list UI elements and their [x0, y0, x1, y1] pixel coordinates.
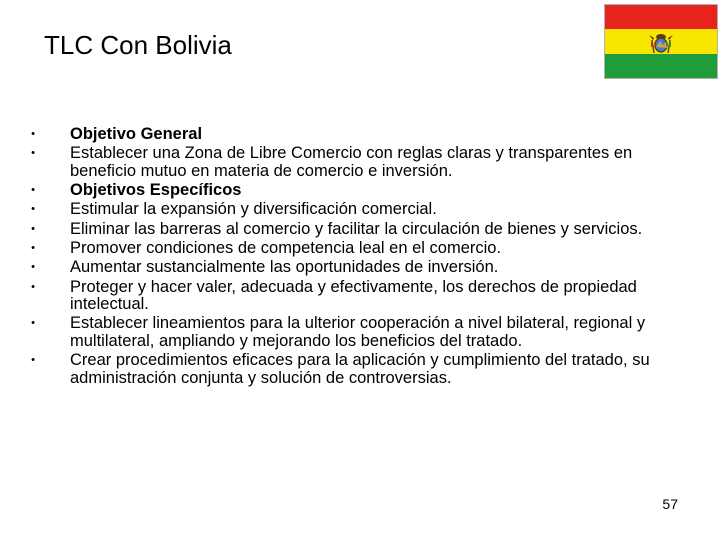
bullet-item: [28, 315, 696, 350]
bullet-dot-icon: •: [31, 261, 35, 274]
bullet-text: Crear procedimientos eficaces para la aplicación y cumplimiento del tratado, su administración conjunta y solución de controversias.: [70, 351, 650, 387]
bullet-item: [28, 259, 696, 277]
bullet-dot-icon: •: [31, 317, 35, 330]
bullet-text: Aumentar sustancialmente las oportunidades de inversión.: [70, 258, 499, 277]
bolivia-flag-icon: [604, 4, 718, 79]
bullet-item: [28, 240, 696, 258]
coat-of-arms-icon: [647, 28, 675, 56]
bullet-dot-icon: •: [31, 128, 35, 140]
flag-stripe-red: [605, 5, 717, 29]
bullet-text: Proteger y hacer valer, adecuada y efectivamente, los derechos de propiedad intelectual.: [70, 277, 637, 314]
page-number: 57: [662, 496, 678, 512]
bullet-item: [28, 145, 696, 180]
bullet-text: Estimular la expansión y diversificación comercial.: [70, 200, 437, 219]
flag-stripe-green: [605, 54, 717, 78]
bullet-dot-icon: •: [31, 203, 35, 216]
bullet-dot-icon: •: [31, 354, 35, 367]
bullet-heading: Objetivos Específicos: [70, 181, 242, 200]
bullet-text: Establecer lineamientos para la ulterior cooperación a nivel bilateral, regional y multilateral, ampliando y mejorando los beneficios del tratado.: [70, 314, 646, 350]
bullet-dot-icon: •: [31, 222, 35, 235]
bullet-dot-icon: •: [31, 280, 35, 293]
bullet-text: Establecer una Zona de Libre Comercio con reglas claras y transparentes en beneficio mutuo en materia de comercio e inversión.: [70, 144, 633, 180]
bullet-dot-icon: •: [31, 241, 35, 254]
bullet-item: [28, 279, 696, 314]
bullet-item: [28, 201, 696, 219]
bullet-text: Eliminar las barreras al comercio y facilitar la circulación de bienes y servicios.: [70, 219, 643, 238]
bullet-text: Promover condiciones de competencia leal en el comercio.: [70, 238, 502, 257]
bullet-heading: Objetivo General: [70, 125, 203, 143]
bullet-dot-icon: •: [31, 147, 35, 160]
bullet-dot-icon: •: [31, 184, 35, 197]
slide-title: TLC Con Bolivia: [44, 30, 232, 60]
bullet-item: [28, 182, 696, 200]
bullet-list: [28, 126, 696, 389]
bullet-item: [28, 126, 696, 144]
bullet-item: [28, 352, 696, 387]
bullet-item: [28, 221, 696, 239]
